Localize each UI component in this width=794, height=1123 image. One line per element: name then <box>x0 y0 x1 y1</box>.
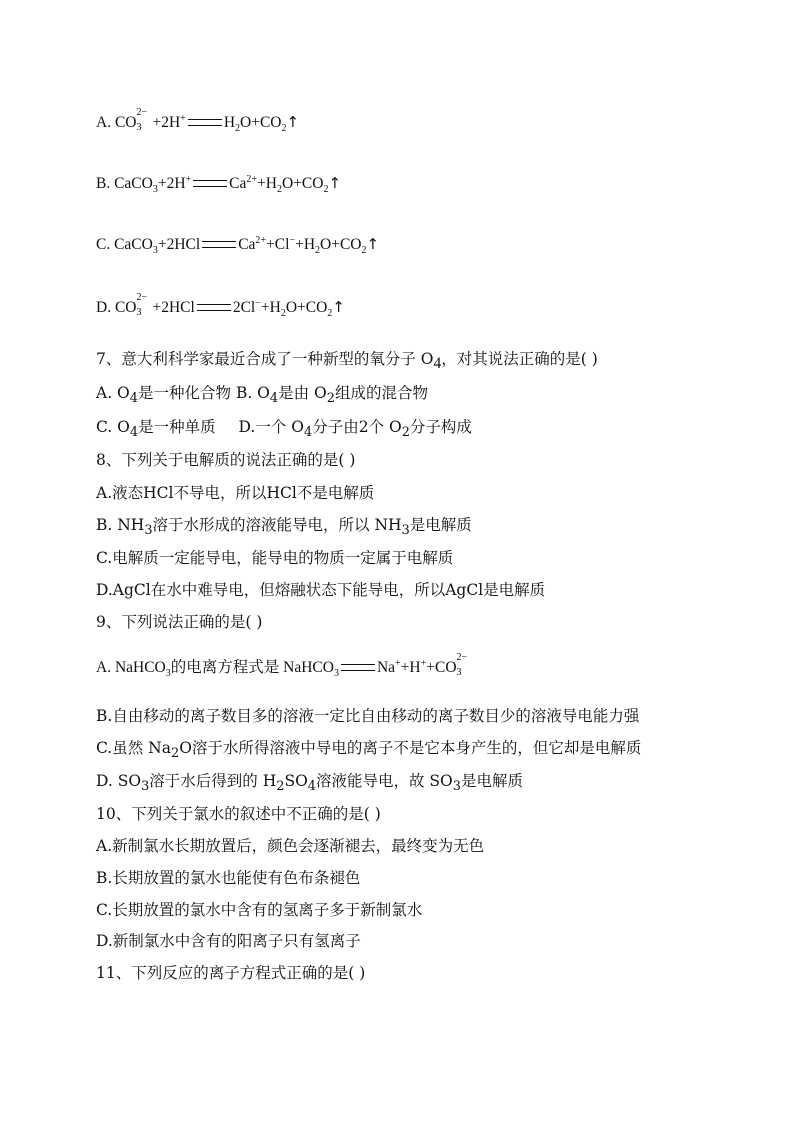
q9-option-c: C.虽然 $Na_2O$溶于水所得溶液中导电的离子不是它本身产生的，但它却是电解质 <box>96 739 642 762</box>
q7-options-ab <box>96 382 428 410</box>
q7-option-c: C. $O_4$是一种单质 <box>96 418 216 441</box>
q11-stem: 11、下列反应的离子方程式正确的是( ) <box>96 964 366 982</box>
equals-sign <box>188 119 222 126</box>
q10-option-b: B.长期放置的氯水也能使有色布条褪色 <box>96 869 361 887</box>
equals-sign <box>202 241 236 248</box>
q7-stem: 7、意大利科学家最近合成了一种新型的氧分子 $O_4$，对其说法正确的是( ) <box>96 350 598 373</box>
equals-sign <box>193 180 227 187</box>
q7-options-cd <box>96 416 472 444</box>
q10-stem: 10、下列关于氯水的叙述中不正确的是( ) <box>96 805 381 823</box>
q8-option-c: C.电解质一定能导电，能导电的物质一定属于电解质 <box>96 549 454 567</box>
q10-option-a: A.新制氯水长期放置后，颜色会逐渐褪去，最终变为无色 <box>96 837 485 855</box>
gas-up-arrow-icon: ↑ <box>286 113 300 131</box>
q6-option-c: C. CaCO$_3$+2HCl $Ca^{2+}+Cl^-+H_2O+CO_2↑$ <box>96 235 380 256</box>
gas-up-arrow-icon: ↑ <box>332 298 345 316</box>
q7-option-b: B. $O_4$是由 $O_2$组成的混合物 <box>235 384 428 407</box>
q9-option-d: D. $SO_3$溶于水后得到的 $H_2SO_4$溶液能导电，故 $SO_3$是电解质 <box>96 772 523 795</box>
q8-option-a: A.液态HCl不导电，所以HCl不是电解质 <box>96 484 375 502</box>
q8-option-b: B. $NH_3$溶于水形成的溶液能导电，所以 $NH_3$是电解质 <box>96 516 472 539</box>
q10-option-d: D.新制氯水中含有的阳离子只有氢离子 <box>96 932 361 950</box>
q8-option-d: D.AgCl在水中难导电，但熔融状态下能导电，所以AgCl是电解质 <box>96 581 546 599</box>
q9-option-a: A. NaHCO$_3$的电离方程式是 NaHCO$_3$ Na++H++CO 2− 3 <box>96 652 468 679</box>
q9-stem: 9、下列说法正确的是( ) <box>96 613 263 631</box>
equals-sign <box>197 304 231 311</box>
q8-stem: 8、下列关于电解质的说法正确的是( ) <box>96 451 356 469</box>
gas-up-arrow-icon: ↑ <box>328 174 342 192</box>
q10-option-c: C.长期放置的氯水中含有的氢离子多于新制氯水 <box>96 901 423 919</box>
q6-option-d: D. CO 2− 3 +2HCl $2Cl^-+H_2O+CO_2↑$ <box>96 292 345 319</box>
q6-option-b: B. CaCO$_3$+2H+ $Ca^{2+}+H_2O+CO_2↑$ <box>96 174 342 195</box>
q7-option-a: A. $O_4$是一种化合物 <box>96 384 231 407</box>
gas-up-arrow-icon: ↑ <box>366 235 380 253</box>
q7-option-d: D.一个 $O_4$分子由2个 $O_2$分子构成 <box>238 418 472 441</box>
equals-sign <box>341 664 375 671</box>
q9-option-b: B.自由移动的离子数目多的溶液一定比自由移动的离子数目少的溶液导电能力强 <box>96 707 640 725</box>
q6-option-a: A. CO 2− 3 +2H+ $H_2O+CO_2↑$ <box>96 107 300 134</box>
